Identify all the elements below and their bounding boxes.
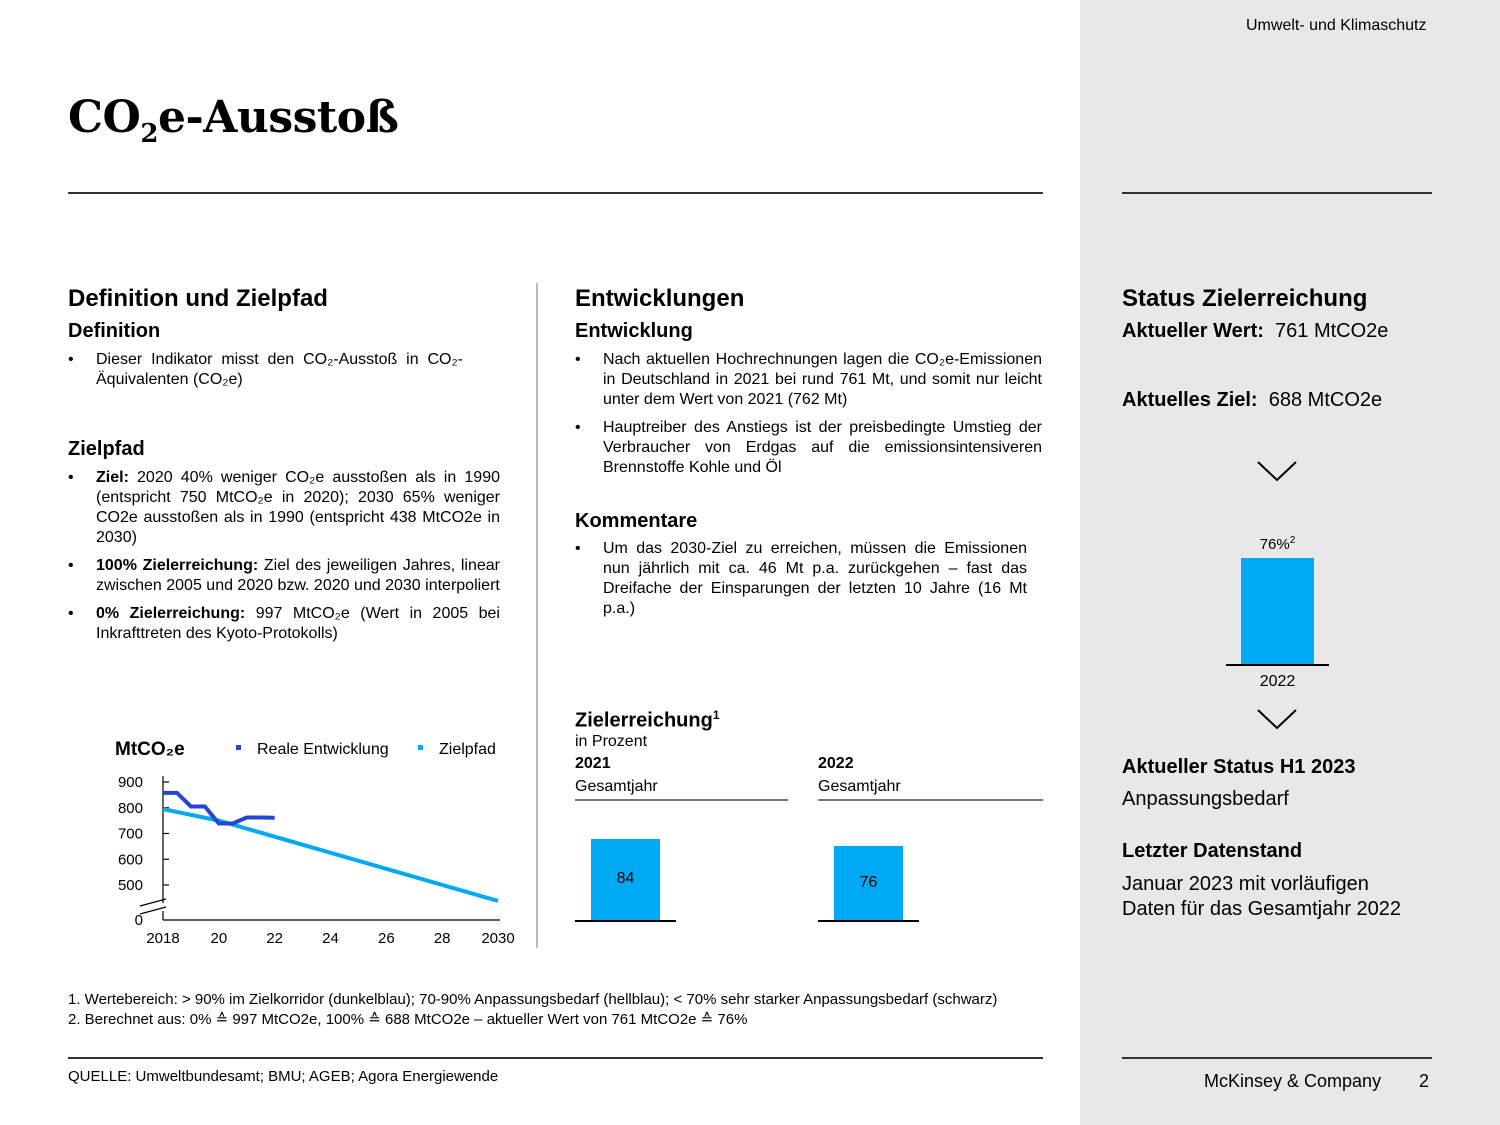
middle-heading: Entwicklungen bbox=[575, 285, 745, 312]
column-2022-rule bbox=[818, 799, 1043, 801]
x-tick-label: 2030 bbox=[481, 930, 515, 947]
zielpfad-item: • 100% Zielerreichung: Ziel des jeweiligen Jahres, linear zwischen 2005 und 2020 bzw. 2020 und 2030 interpoliert bbox=[68, 556, 500, 596]
legend-label: Zielpfad bbox=[439, 741, 496, 758]
kommentare-heading: Kommentare bbox=[575, 510, 698, 532]
entwicklung-heading: Entwicklung bbox=[575, 320, 693, 342]
chevron-down-icon bbox=[1256, 708, 1298, 732]
entwicklung-item: • Nach aktuellen Hochrechnungen lagen die CO₂e-Emissionen in Deutschland in 2021 bei rund 761 Mt, und somit nur leicht unter dem Wert von 2021 (762 Mt) bbox=[575, 350, 1042, 410]
status-bar bbox=[1241, 558, 1314, 664]
status-bar-baseline bbox=[1226, 664, 1329, 666]
chevron-down-icon bbox=[1256, 460, 1298, 484]
definition-heading: Definition bbox=[68, 320, 161, 342]
x-tick-label: 2018 bbox=[146, 930, 180, 947]
datenstand-heading: Letzter Datenstand bbox=[1122, 840, 1303, 862]
year-2022-label: 2022 bbox=[818, 755, 854, 772]
emissions-line-chart bbox=[68, 725, 528, 955]
status-bar-year: 2022 bbox=[1259, 673, 1296, 690]
source-note: QUELLE: Umweltbundesamt; BMU; AGEB; Agora Energiewende bbox=[68, 1068, 499, 1085]
legend-marker bbox=[418, 745, 423, 750]
entwicklung-item: • Hauptreiber des Anstiegs ist der preisbedingte Umstieg der Verbraucher von Erdgas auf die emissionsintensiveren Brennstoffe Kohle und Öl bbox=[575, 418, 1042, 478]
y-tick-label: 700 bbox=[117, 825, 143, 843]
h1-status-heading: Aktueller Status H1 2023 bbox=[1122, 756, 1356, 778]
zielerreichung-subtitle: in Prozent bbox=[575, 733, 648, 750]
y-tick-label: 500 bbox=[117, 877, 143, 894]
section-label: Umwelt- und Klimaschutz bbox=[1246, 17, 1427, 34]
page-number: 2 bbox=[1419, 1071, 1430, 1091]
zielerreichung-title: Zielerreichung$^1$ bbox=[575, 708, 720, 732]
bar-baseline-2021 bbox=[575, 920, 676, 922]
zielpfad-item: • 0% Zielerreichung: 997 MtCO₂e (Wert in 2005 bei Inkrafttreten des Kyoto-Protokolls) bbox=[68, 604, 500, 644]
definition-item: • Dieser Indikator misst den CO₂-Ausstoß in CO₂-Äquivalenten (CO₂e) bbox=[68, 350, 463, 390]
title-divider bbox=[68, 192, 1043, 194]
zielpfad-item: • Ziel: 2020 40% weniger CO₂e ausstoßen als in 1990 (entspricht 750 MtCO₂e in 2020); 2030 65% weniger CO2e ausstoßen als in 1990 (entspricht 438 MtCO2e in 2030) bbox=[68, 468, 500, 548]
zielpfad-heading: Zielpfad bbox=[68, 438, 145, 460]
column-divider bbox=[536, 283, 538, 948]
x-tick-label: 26 bbox=[377, 930, 395, 947]
sidebar-divider bbox=[1122, 192, 1432, 194]
target-value-row: Aktuelles Ziel: 688 MtCO2e bbox=[1122, 389, 1383, 411]
column-2021-rule bbox=[575, 799, 788, 801]
footnote-divider bbox=[68, 1057, 1043, 1059]
bar-baseline-2022 bbox=[818, 920, 919, 922]
y-tick-label: 900 bbox=[117, 774, 143, 791]
x-tick-label: 24 bbox=[322, 930, 339, 947]
left-heading: Definition und Zielpfad bbox=[68, 285, 328, 312]
year-2021-label: 2021 bbox=[575, 755, 611, 772]
zielerreichung-bar-label-2021: 84 bbox=[616, 870, 635, 888]
axis-break-mark bbox=[140, 907, 166, 914]
company-name: McKinsey & Company bbox=[1204, 1071, 1382, 1091]
legend-label: Reale Entwicklung bbox=[257, 741, 389, 758]
current-value-row: Aktueller Wert: 761 MtCO2e bbox=[1122, 320, 1389, 342]
h1-status-value: Anpassungsbedarf bbox=[1122, 788, 1289, 810]
x-tick-label: 22 bbox=[266, 930, 284, 947]
entwicklung-list bbox=[575, 350, 1042, 486]
zielpfad-list bbox=[68, 468, 500, 652]
x-tick-label: 28 bbox=[433, 930, 451, 947]
footnotes bbox=[68, 990, 1043, 1030]
zielerreichung-bar-label-2022: 76 bbox=[859, 874, 878, 892]
page-title: $CO_2e$-Ausstoß bbox=[68, 92, 399, 149]
status-heading: Status Zielerreichung bbox=[1122, 285, 1368, 312]
status-bar-label: 76%$^2$ bbox=[1259, 535, 1296, 553]
datenstand-value: Januar 2023 mit vorläufigen Daten für das Gesamtjahr 2022 bbox=[1122, 873, 1402, 920]
year-2022-sublabel: Gesamtjahr bbox=[818, 778, 901, 795]
kommentare-item: • Um das 2030-Ziel zu erreichen, müssen die Emissionen nun jährlich mit ca. 46 Mt p.a. zurückgehen – fast das Dreifache der Einsparungen der letzten 10 Jahre (16 Mt p.a.) bbox=[575, 539, 1027, 619]
footer-divider bbox=[1122, 1057, 1432, 1059]
y-tick-label: 0 bbox=[134, 912, 143, 929]
footnote-1: 1. Wertebereich: > 90% im Zielkorridor (dunkelblau); 70-90% Anpassungsbedarf (hellblau); < 70% sehr starker Anpassungsbedarf (schwarz) bbox=[68, 991, 998, 1008]
series-line-zielpfad bbox=[163, 809, 498, 901]
year-2021-sublabel: Gesamtjahr bbox=[575, 778, 658, 795]
footnote-2: 2. Berechnet aus: 0% ≙ 997 MtCO2e, 100% ≙ 688 MtCO2e – aktueller Wert von 761 MtCO2e ≙ 76% bbox=[68, 1011, 748, 1028]
y-axis-label: MtCO₂e bbox=[115, 739, 185, 760]
y-tick-label: 800 bbox=[117, 799, 143, 817]
y-tick-label: 600 bbox=[117, 851, 143, 869]
axis-break-mark bbox=[140, 899, 166, 906]
kommentare-list bbox=[575, 539, 1027, 627]
definition-list bbox=[68, 350, 463, 398]
legend-marker bbox=[236, 745, 241, 750]
x-tick-label: 20 bbox=[210, 930, 228, 947]
